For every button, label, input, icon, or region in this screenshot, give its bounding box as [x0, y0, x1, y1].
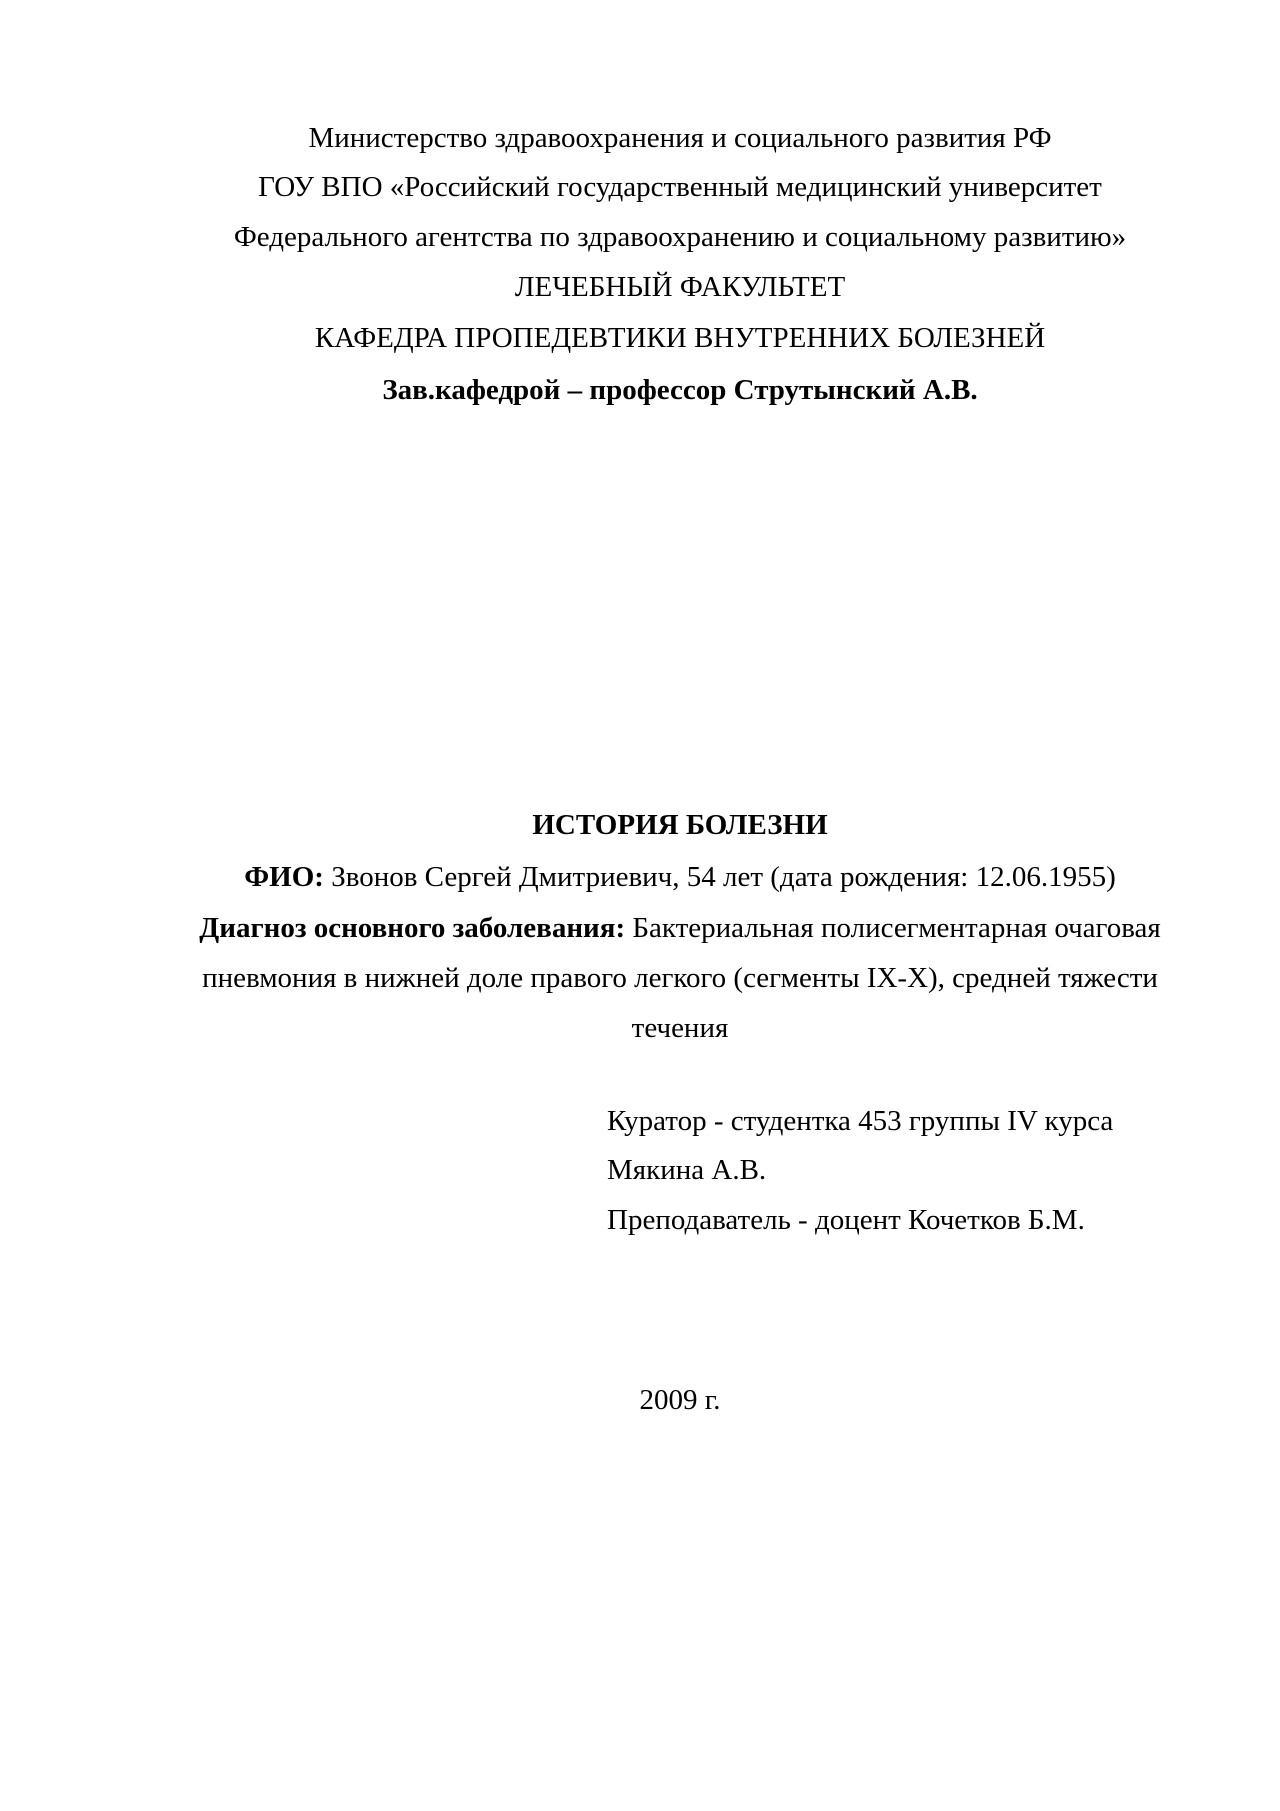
teacher-line: Преподаватель - доцент Кочетков Б.М.: [607, 1204, 1085, 1236]
curator-line-1: Куратор - студентка 453 группы IV курса: [607, 1105, 1114, 1137]
patient-fio: [244, 859, 1116, 895]
university-line-1: ГОУ ВПО «Российский государственный медицинский университет: [258, 171, 1102, 203]
department-head-line: Зав.кафедрой – профессор Струтынский А.В.: [382, 374, 978, 406]
faculty-line: ЛЕЧЕБНЫЙ ФАКУЛЬТЕТ: [514, 271, 846, 303]
department-line: КАФЕДРА ПРОПЕДЕВТИКИ ВНУТРЕННИХ БОЛЕЗНЕЙ: [314, 322, 1046, 354]
ministry-line: Министерство здравоохранения и социального развития РФ: [308, 122, 1052, 154]
diagnosis-value: Бактериальная полисегментарная очаговая пневмония в нижней доле правого легкого (сегменты IX-X), средней тяжести течения: [202, 912, 1161, 1044]
document-title: ИСТОРИЯ БОЛЕЗНИ: [532, 809, 828, 841]
university-line-2: Федерального агентства по здравоохранению и социальному развитию»: [233, 221, 1127, 253]
curator-line-2: Мякина А.В.: [607, 1154, 767, 1186]
diagnosis-label: Диагноз основного заболевания:: [199, 912, 626, 944]
fio-label: ФИО:: [244, 861, 324, 893]
year-line: 2009 г.: [639, 1384, 721, 1416]
fio-value: Звонов Сергей Дмитриевич, 54 лет (дата рождения: 12.06.1955): [331, 861, 1116, 893]
diagnosis-paragraph: [170, 903, 1190, 1053]
